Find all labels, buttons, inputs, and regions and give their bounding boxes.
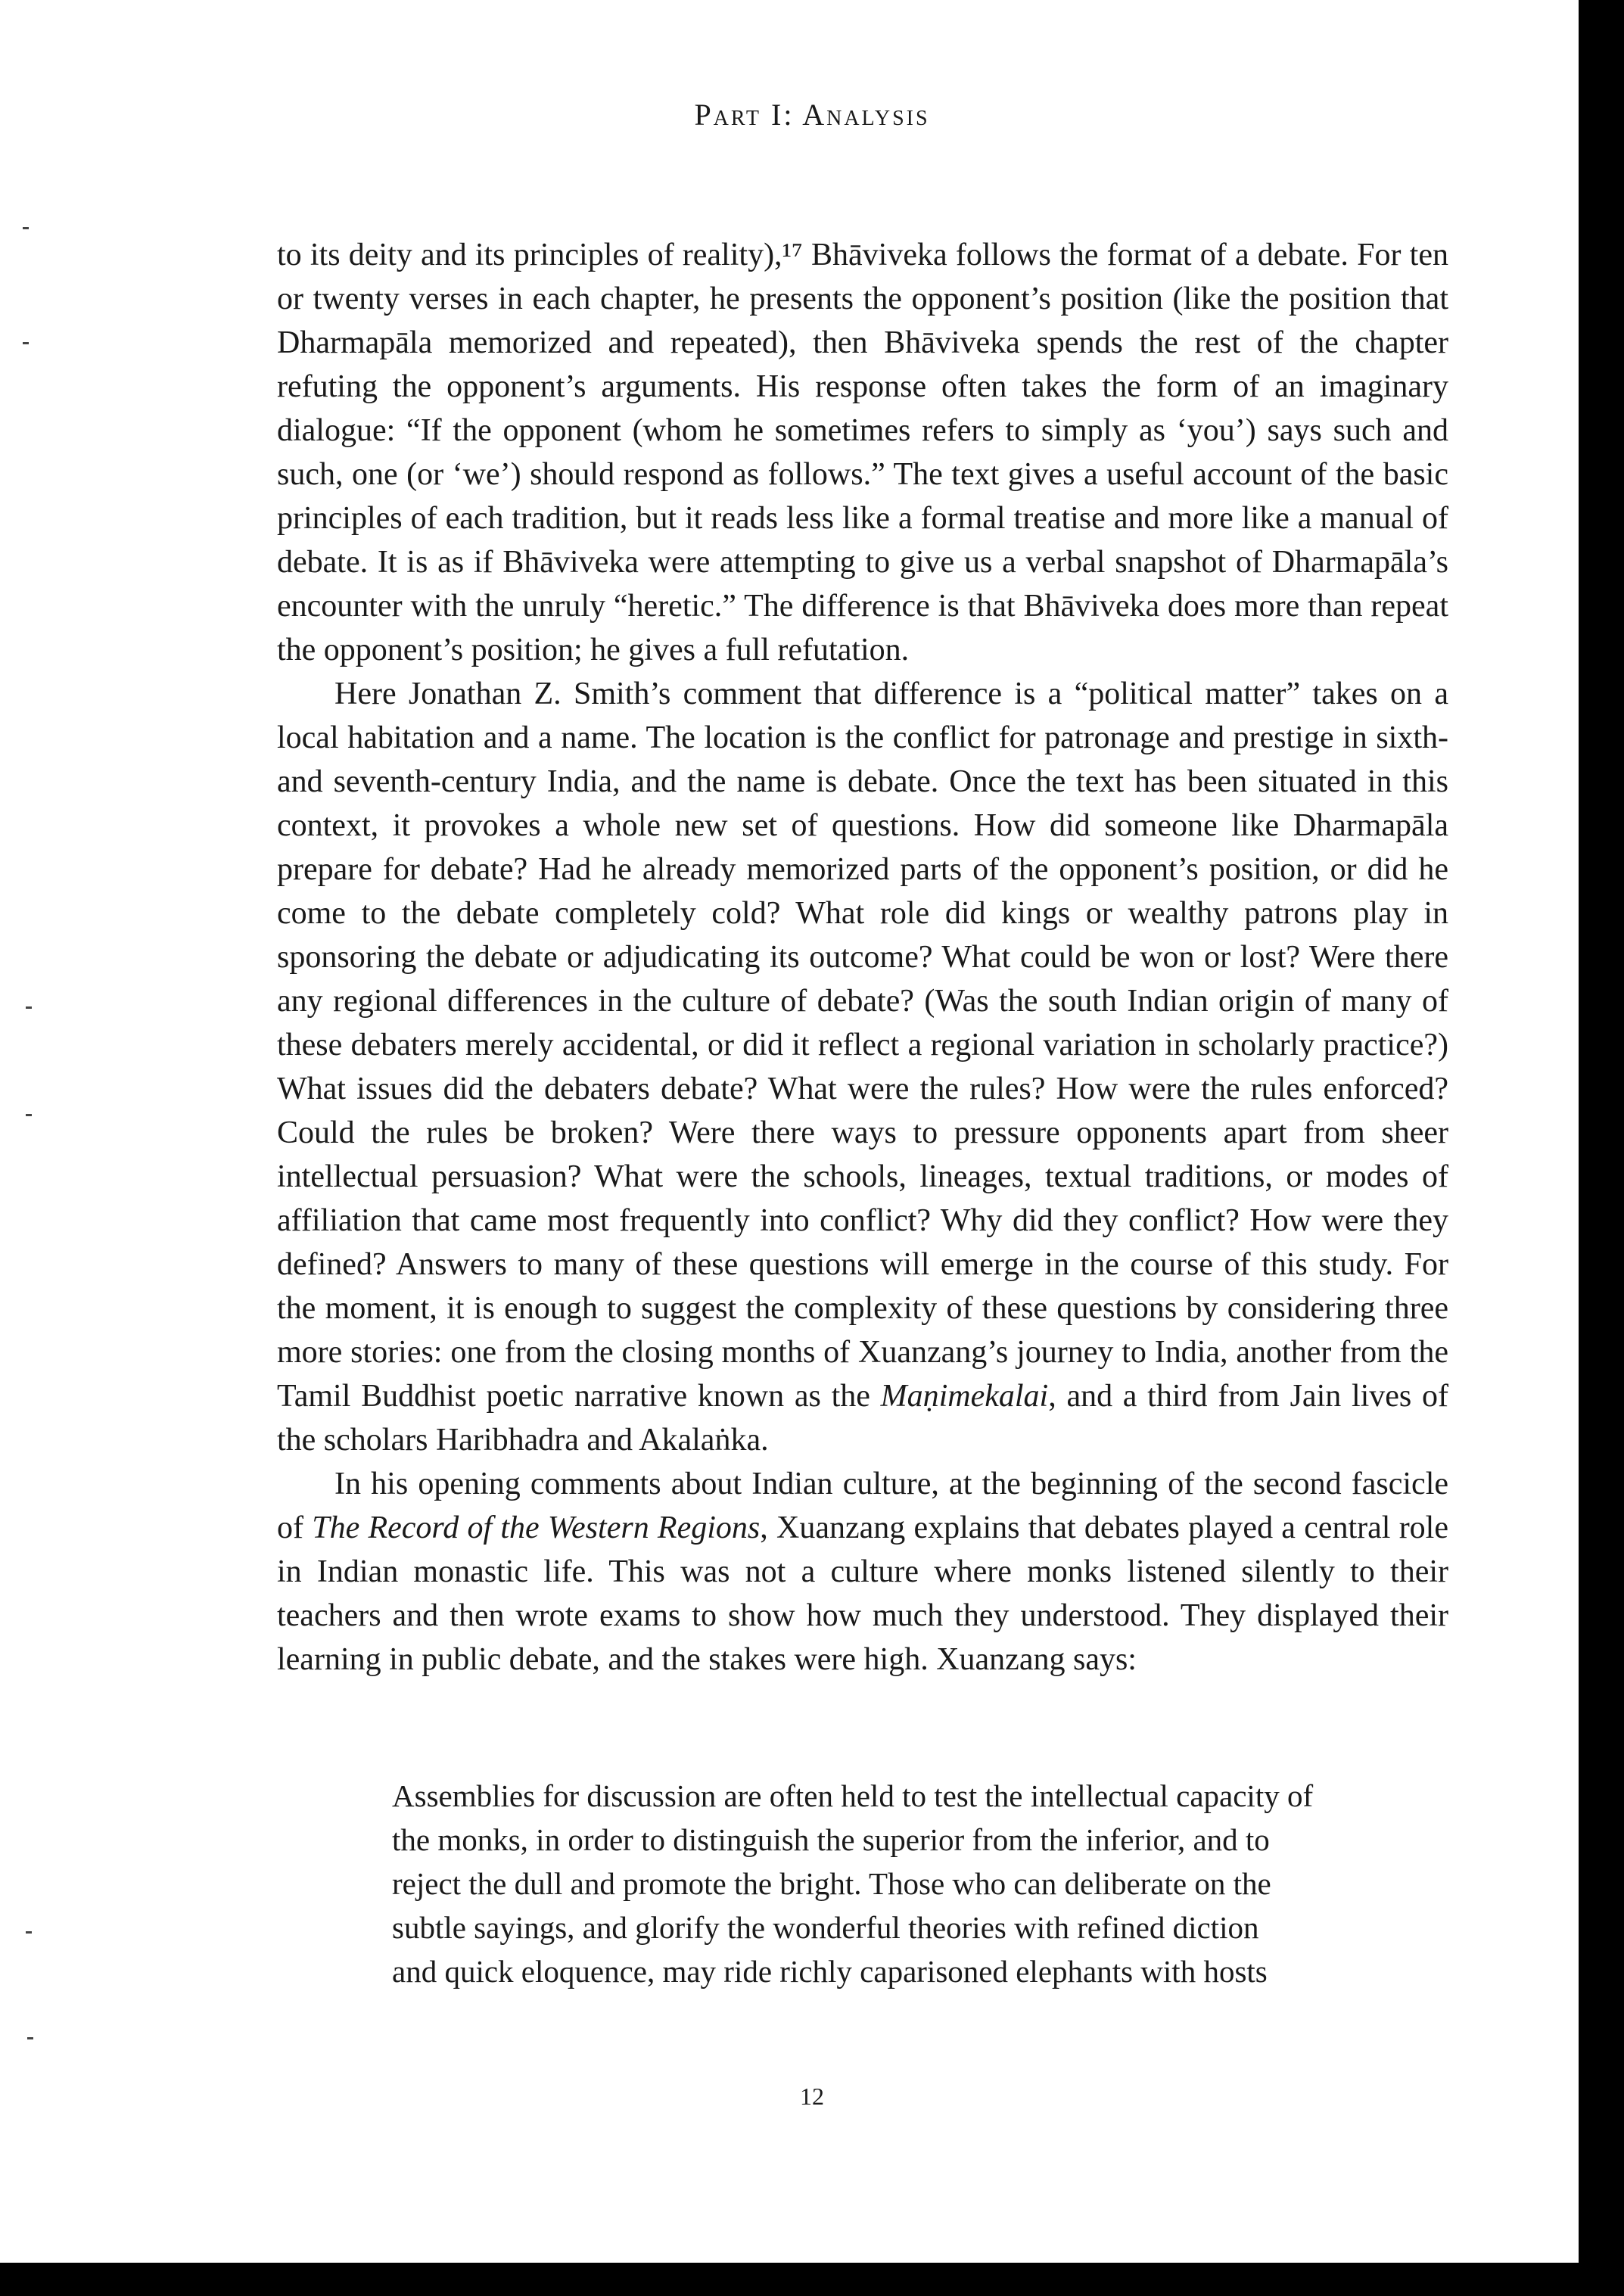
paragraph-2-text-before: Here Jonathan Z. Smith’s comment that difference is a “political matter” takes on a local habitation and a name. The location is the conflict for patronage and prestige in sixth- and seventh-century India, and the name is debate. Once the text has been situated in this context, it provokes a whole new set of questions. How did someone like Dharmapāla prepare for debate? Had he already memorized parts of the opponent’s position, or did he come to the debate completely cold? What role did kings or wealthy patrons play in sponsoring the debate or adjudicating its outcome? What could be won or lost? Were there any regional differences in the culture of debate? (Was the south Indian origin of many of these debaters merely accidental, or did it reflect a regional variation in scholarly practice?) What issues did the debaters debate? What were the rules? How were the rules enforced? Could the rules be broken? Were there ways to pressure opponents apart from sheer intellectual persuasion? What were the schools, lineages, textual traditions, or modes of affiliation that came most frequently into conflict? Why did they conflict? How were they defined? Answers to many of these questions will emerge in the course of this study. For the moment, it is enough to suggest the complexity of these questions by considering three more stories: one from the closing months of Xuanzang’s journey to India, another from the Tamil Buddhist poetic narrative known as the [277,677,1448,1414]
block-quotation [392,1774,1406,1993]
book-title-western-regions: The Record of the Western Regions [312,1510,761,1545]
quote-line: subtle sayings, and glorify the wonderful theories with refined diction [392,1910,1259,1945]
paragraph-3 [277,1462,1448,1682]
main-text [277,233,1448,1682]
paragraph-3-text-before: In his opening comments about Indian culture, at the beginning of the second fascicle of [277,1467,1448,1545]
page-number: 12 [800,2083,824,2110]
book-title-manimekalai: Maṇimekalai [880,1379,1049,1414]
scan-margin-mark [26,1931,32,1934]
scan-margin-mark [27,2037,33,2039]
running-head: Part I: Analysis [694,98,930,132]
scan-margin-mark [26,1114,32,1116]
quote-line: and quick eloquence, may ride richly caparisoned elephants with hosts [392,1954,1268,1989]
quote-line: the monks, in order to distinguish the superior from the inferior, and to [392,1822,1270,1857]
scan-margin-mark [23,342,29,344]
paragraph-1: to its deity and its principles of reality),¹⁷ Bhāviveka follows the format of a debate. For ten or twenty verses in each chapter, he presents the opponent’s position (like the position that Dharmapāla memorized and repeated), then Bhāviveka spends the rest of the chapter refuting the opponent’s arguments. His response often takes the form of an imaginary dialogue: “If the opponent (whom he sometimes refers to simply as ‘you’) says such and such, one (or ‘we’) should respond as follows.” The text gives a useful account of the basic principles of each tradition, but it reads less like a formal treatise and more like a manual of debate. It is as if Bhāviveka were attempting to give us a verbal snapshot of Dharmapāla’s encounter with the unruly “heretic.” The difference is that Bhāviveka does more than repeat the opponent’s position; he gives a full refutation. [277,238,1448,667]
paragraph-3-text-after: , Xuanzang explains that debates played a central role in Indian monastic life. This was not a culture where monks listened silently to their teachers and then wrote exams to show how much they understood. They displayed their learning in public debate, and the stakes were high. Xuanzang says: [277,1510,1448,1677]
quote-line: Assemblies for discussion are often held to test the intellectual capacity of [392,1778,1314,1813]
paragraph-2-text-after: , and a third from Jain lives of the scholars Haribhadra and Akalaṅka. [277,1379,1448,1458]
scan-margin-mark [23,227,29,229]
scan-edge-right [1579,0,1624,2296]
paragraph-2 [277,672,1448,1462]
scan-edge-bottom [0,2263,1624,2296]
scan-margin-mark [26,1006,32,1009]
quote-line: reject the dull and promote the bright. Those who can deliberate on the [392,1866,1271,1901]
